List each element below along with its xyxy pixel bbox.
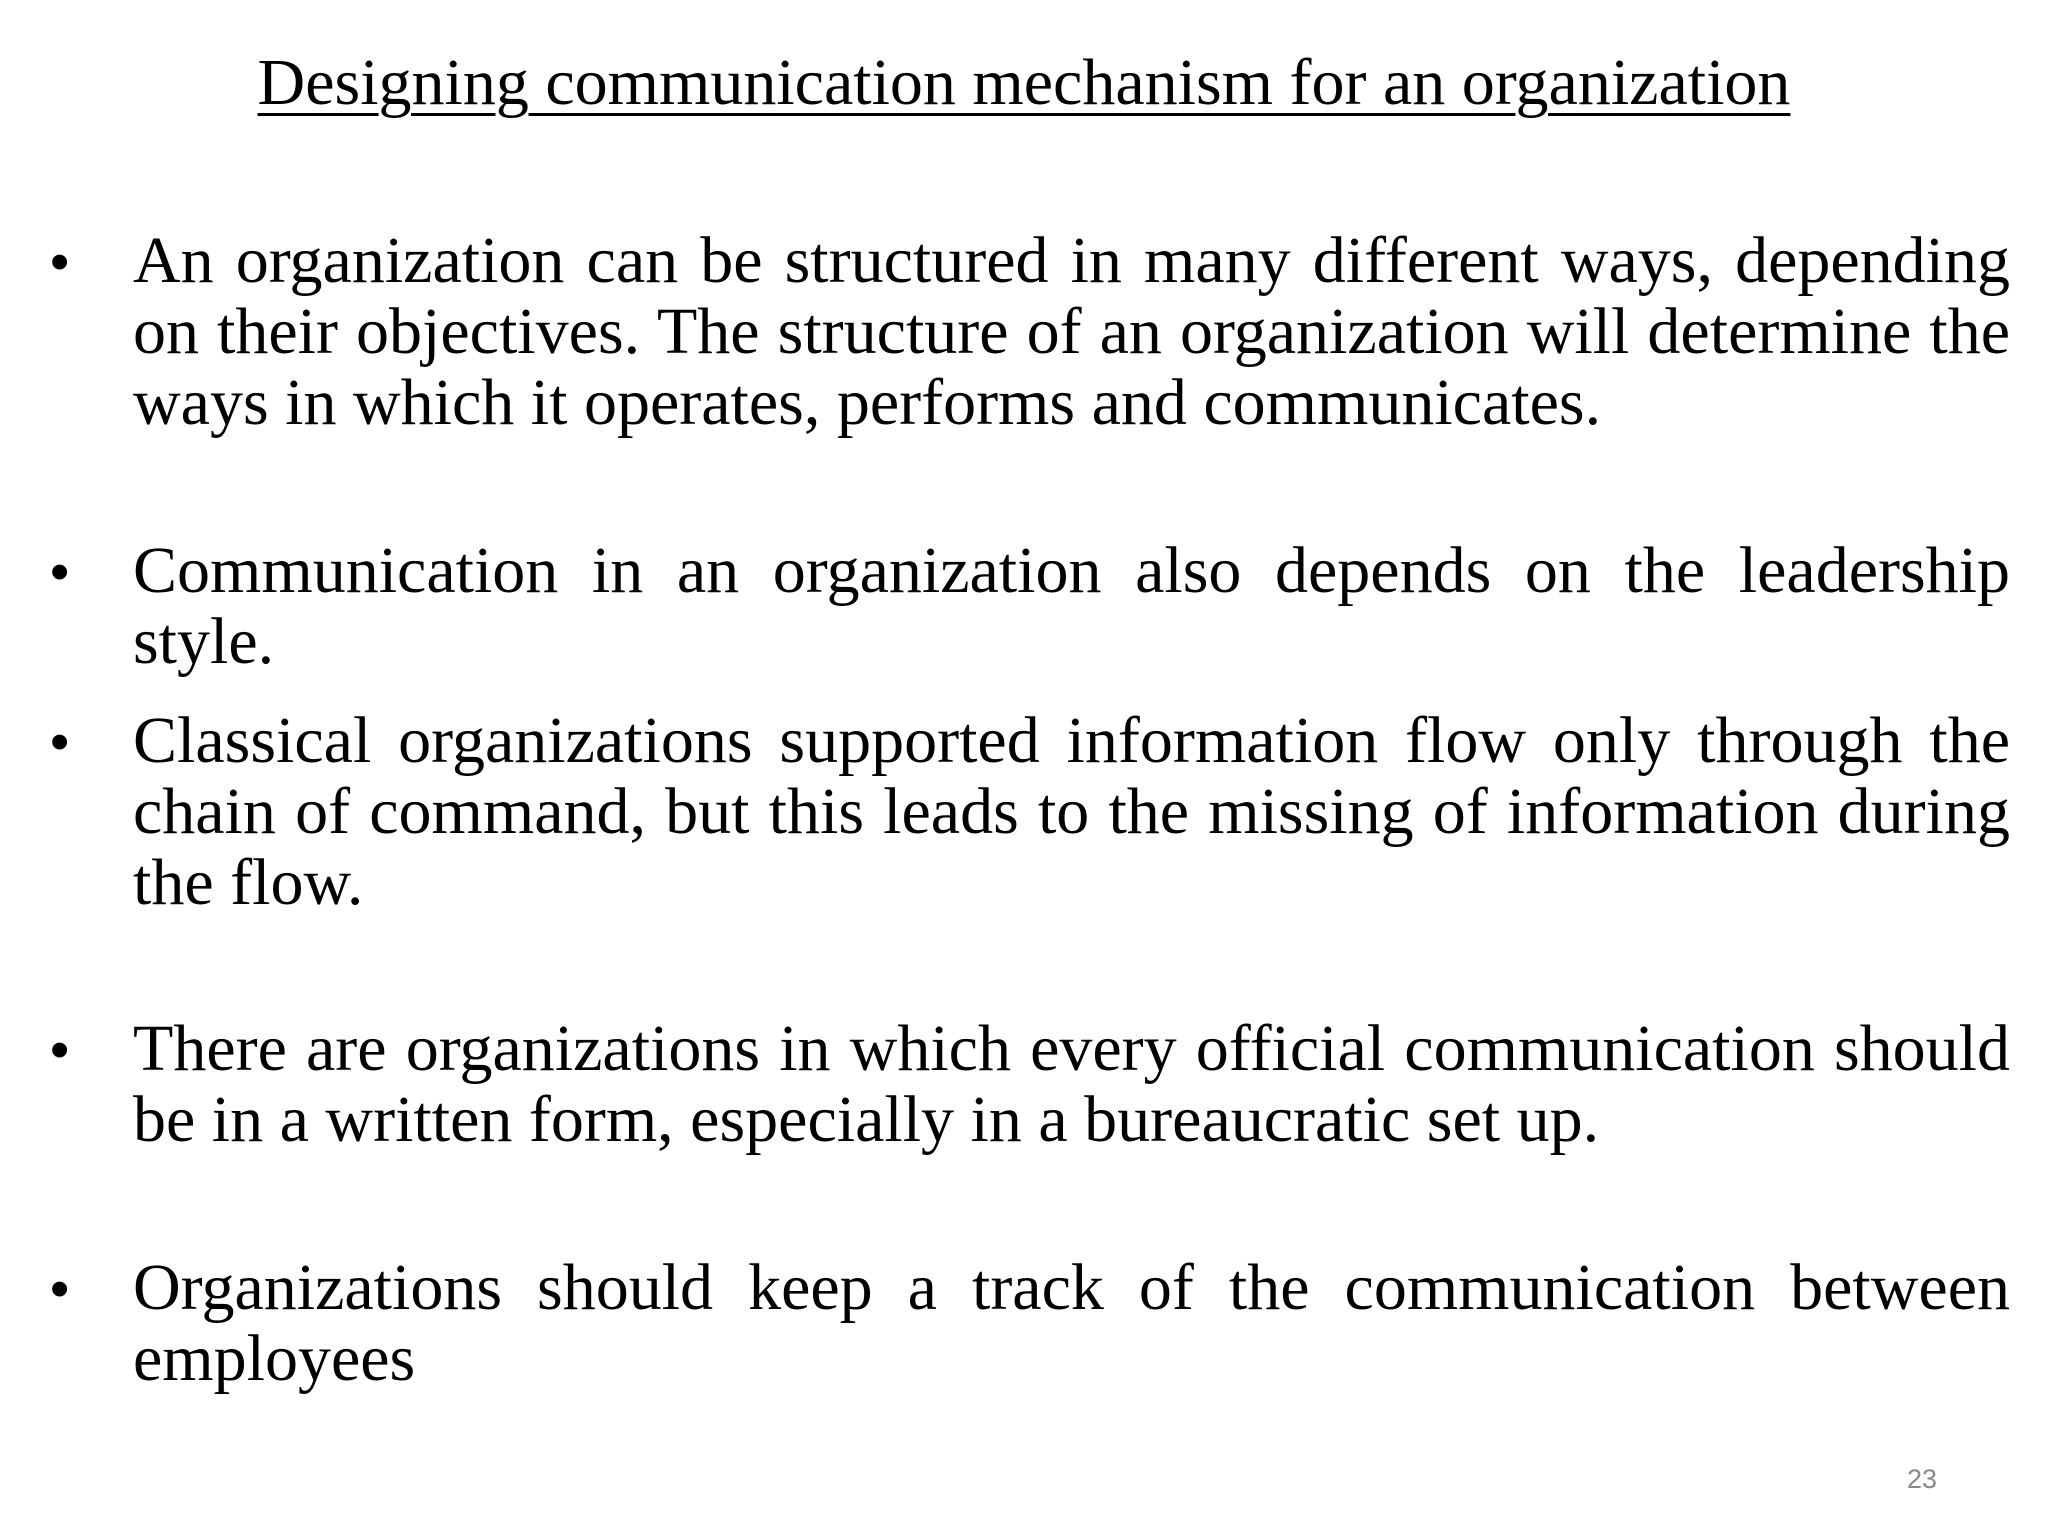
bullet-text: Classical organizations supported information flow only through the chain of command, but this leads to the missing of information during the flow.	[133, 704, 2010, 919]
bullet-icon: •	[50, 540, 70, 602]
bullet-icon: •	[50, 230, 70, 292]
bullet-text: Organizations should keep a track of the communication between employees	[133, 1251, 2010, 1395]
page-number: 23	[1906, 1464, 1938, 1494]
bullet-text: An organization can be structured in many different ways, depending on their objectives. The structure of an organization will determine the ways in which it operates, performs and communicates.	[133, 224, 2010, 439]
slide-title: Designing communication mechanism for an organization	[257, 46, 1791, 119]
bullet-icon: •	[50, 710, 70, 772]
bullet-text: There are organizations in which every official communication should be in a written form, especially in a bureaucratic set up.	[133, 1012, 2010, 1156]
bullet-icon: •	[50, 1018, 70, 1080]
bullet-icon: •	[50, 1257, 70, 1319]
bullet-text: Communication in an organization also depends on the leadership style.	[133, 534, 2010, 678]
